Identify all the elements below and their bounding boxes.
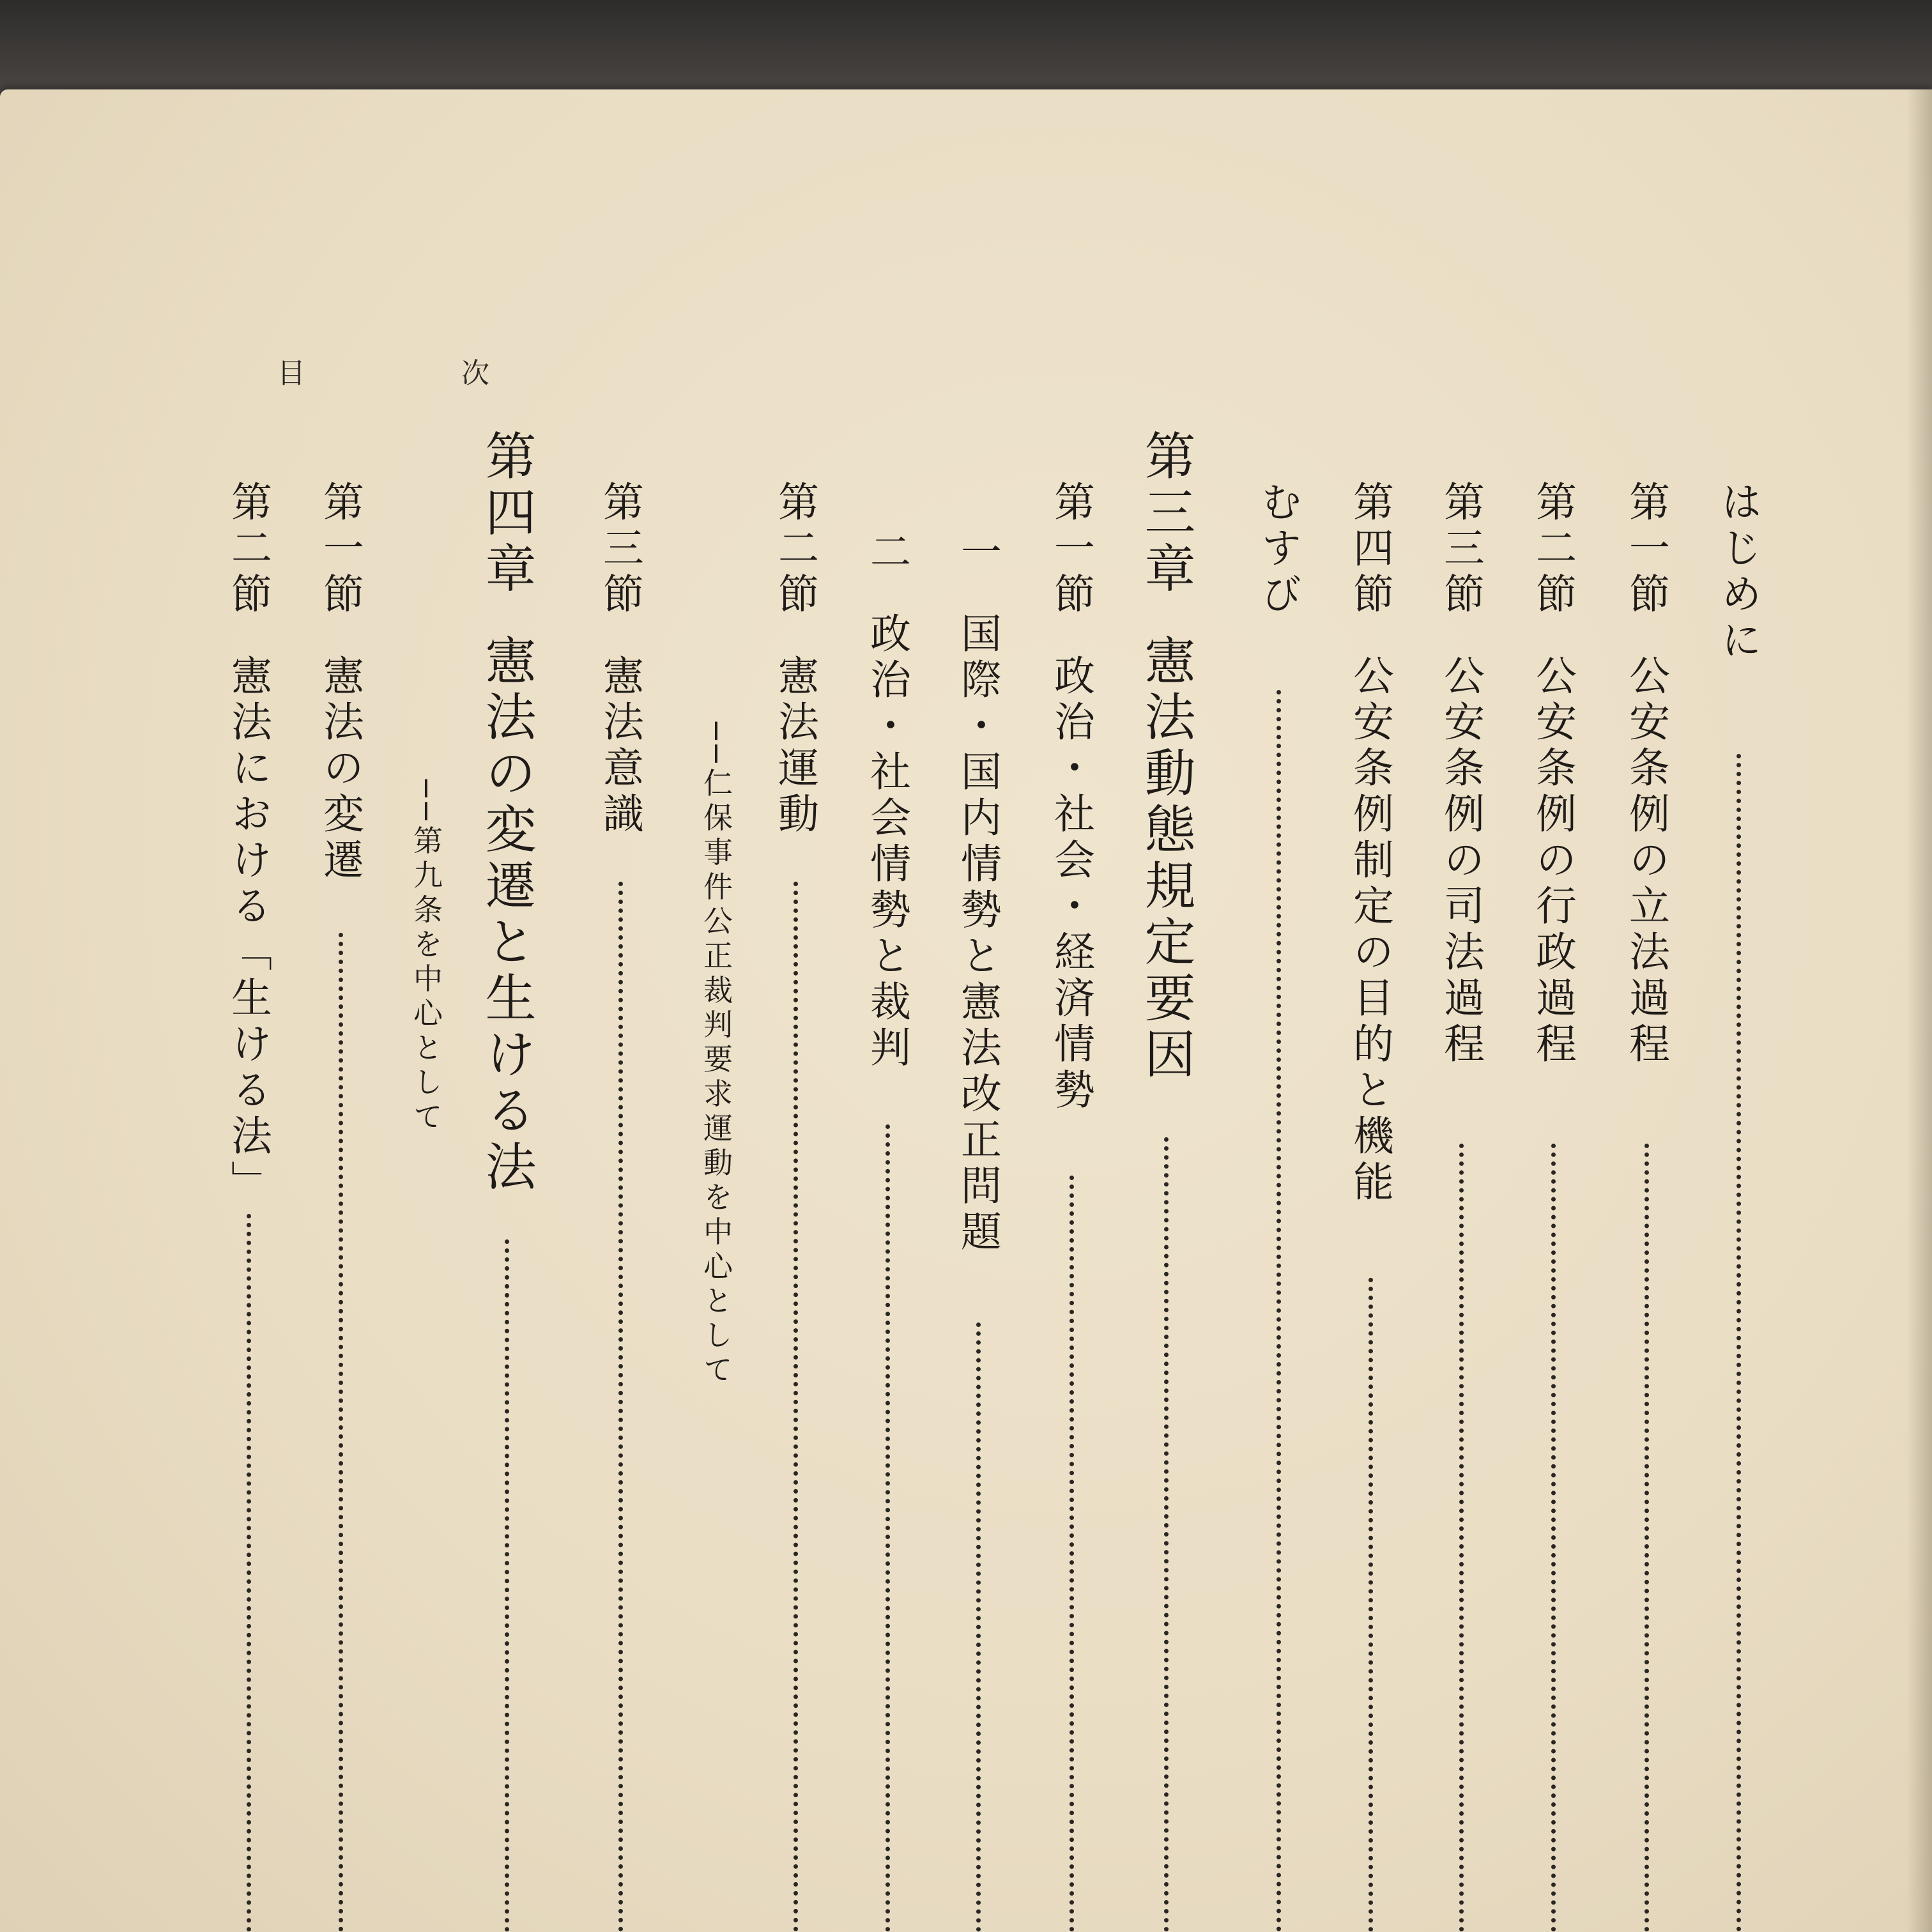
dot-leader <box>505 1239 509 1932</box>
toc-entry-label: 第四章 <box>477 429 536 598</box>
toc-entry-text: 憲法の変遷と生ける法 <box>477 634 536 1196</box>
dot-leader <box>1551 1144 1556 1932</box>
dot-leader <box>1644 1144 1649 1932</box>
toc-entry-text: はじめに <box>1714 480 1761 664</box>
toc-entry-label: 第四節 <box>1346 480 1393 618</box>
page-edge-shadow <box>1906 89 1932 1932</box>
dot-leader <box>1276 690 1281 1932</box>
toc-entry-text: ──仁保事件公正裁判要求運動を中心として <box>699 722 733 1389</box>
toc-entry-text: 公安条例の司法過程 <box>1437 654 1484 1068</box>
dot-leader <box>1164 1137 1169 1932</box>
toc-entry-text: 国際・国内情勢と憲法改正問題 <box>954 612 1001 1256</box>
toc-entry-chapter <box>1136 429 1195 1084</box>
toc-entry-subsection <box>954 530 1001 1256</box>
toc-entry-label: 第二節 <box>1529 480 1576 618</box>
toc-entry-label: 第三章 <box>1136 429 1195 598</box>
dot-leader <box>1459 1144 1464 1932</box>
toc-entry-text: 憲法における「生ける法」 <box>224 654 272 1206</box>
dot-leader <box>1736 754 1741 1932</box>
toc-entry-label: 第三節 <box>1437 480 1484 618</box>
toc-entry-section <box>1346 480 1393 1206</box>
toc-entry-section <box>224 480 272 1206</box>
toc-entry-text: 公安条例の行政過程 <box>1529 654 1576 1068</box>
toc-entry-section <box>316 480 364 884</box>
toc-entry-text: むすび <box>1254 480 1301 618</box>
toc-heading: 目 次 <box>277 357 553 390</box>
toc-entry-subtitle <box>699 722 733 1389</box>
toc-entry-label: 第三節 <box>596 480 643 618</box>
toc-entry-text: 憲法運動 <box>771 654 818 838</box>
toc-entry-label: 第一節 <box>316 480 364 618</box>
dot-leader <box>885 1124 890 1932</box>
toc-entry-conclusion <box>1254 480 1301 618</box>
toc-entry-section <box>596 480 643 838</box>
toc-entry-text: ──第九条を中心として <box>409 779 443 1136</box>
toc-entry-label: 第二節 <box>771 480 818 618</box>
desk-background <box>0 0 1932 96</box>
toc-entry-section <box>1047 480 1094 1114</box>
toc-entry-text: 政治・社会・経済情勢 <box>1047 654 1094 1114</box>
dot-leader <box>247 1214 251 1932</box>
toc-entry-text: 憲法動態規定要因 <box>1136 634 1195 1084</box>
toc-entry-text: 公安条例の立法過程 <box>1622 654 1669 1068</box>
toc-entry-label: 第一節 <box>1047 480 1094 618</box>
toc-entry-subsection <box>863 530 910 1072</box>
toc-entry-text: 公安条例制定の目的と機能 <box>1346 654 1393 1206</box>
toc-entry-section <box>1437 480 1484 1068</box>
dot-leader <box>618 882 623 1932</box>
dot-leader <box>339 933 343 1932</box>
toc-entry-text: 憲法の変遷 <box>316 654 364 884</box>
dot-leader <box>1070 1176 1074 1932</box>
toc-entry-section <box>771 480 818 838</box>
toc-entry-introduction <box>1714 480 1761 664</box>
toc-entry-label: 第二節 <box>224 480 272 618</box>
dot-leader <box>1368 1278 1373 1932</box>
toc-entry-label: 二 <box>863 530 910 576</box>
toc-entry-label: 一 <box>954 530 1001 576</box>
dot-leader <box>976 1322 981 1932</box>
dot-leader <box>793 882 798 1932</box>
toc-entry-section <box>1529 480 1576 1068</box>
toc-entry-subtitle <box>411 779 441 1135</box>
toc-entry-text: 憲法意識 <box>596 654 643 838</box>
toc-entry-text: 政治・社会情勢と裁判 <box>863 612 910 1072</box>
toc-entry-label: 第一節 <box>1622 480 1669 618</box>
toc-entry-section <box>1622 480 1669 1068</box>
toc-entry-chapter <box>477 429 536 1196</box>
